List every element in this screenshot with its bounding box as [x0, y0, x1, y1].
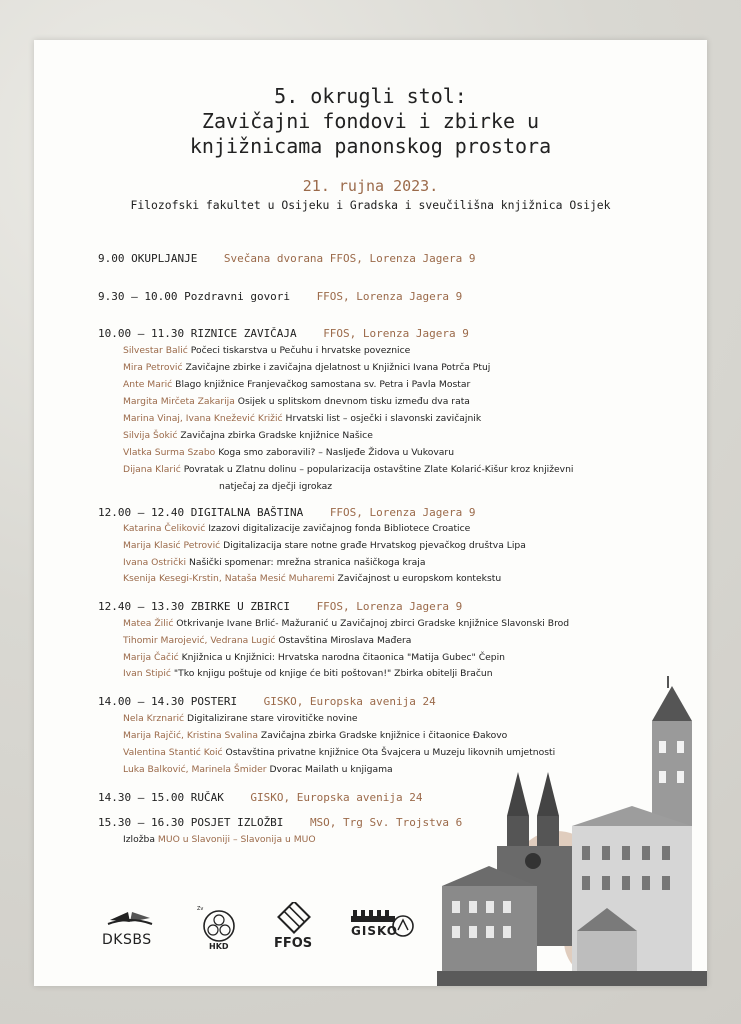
session-time: 14.30 – 15.00 RUČAK — [98, 791, 224, 804]
gisko-logo — [349, 908, 415, 952]
talk-item — [123, 573, 501, 584]
session-header — [98, 506, 476, 519]
speaker-name: Ivana Ostrički — [123, 557, 187, 568]
speaker-name: Marija Klasić Petrović — [123, 540, 221, 551]
session-header — [98, 791, 423, 804]
speaker-name: Valentina Stantić Koić — [123, 747, 223, 758]
session-place: GISKO, Europska avenija 24 — [250, 791, 423, 804]
session-header — [98, 695, 436, 708]
speaker-name: Silvija Šokić — [123, 430, 178, 441]
session-place: Svečana dvorana FFOS, Lorenza Jagera 9 — [223, 252, 476, 265]
talk-title: Zavičajna zbirka Gradske knjižnice i čitaonice Đakovo — [260, 730, 508, 741]
talk-title: Knjižnica u Knjižnici: Hrvatska narodna čitaonica "Matija Gubec" Čepin — [181, 652, 505, 663]
talk-title: Ostavština Miroslava Mađera — [278, 635, 412, 646]
talk-item — [123, 652, 505, 663]
speaker-name: Silvestar Balić — [123, 345, 188, 356]
talk-title: Zavičajna zbirka Gradske knjižnice Našice — [180, 430, 373, 441]
speaker-name: Matea Žilić — [123, 618, 174, 629]
dksbs-label: DKSBS — [102, 932, 152, 948]
talk-title: Našički spomenar: mrežna stranica našičkoga kraja — [188, 557, 426, 568]
hkd-badge: Zv — [197, 906, 204, 912]
talk-item — [123, 540, 526, 551]
poster — [34, 40, 707, 986]
event-venue: Filozofski fakultet u Osijeku i Gradska i sveučilišna knjižnica Osijek — [130, 198, 611, 212]
speaker-name: Ante Marić — [123, 379, 173, 390]
exhibit-item — [123, 834, 316, 845]
talk-title: Digitalizirane stare virovitičke novine — [187, 713, 358, 724]
talk-item — [123, 430, 373, 441]
session-place: FFOS, Lorenza Jagera 9 — [323, 327, 469, 340]
gisko-label: GISKO — [351, 924, 398, 938]
talk-item — [123, 557, 425, 568]
talk-title: Digitalizacija stare notne građe Hrvatskog pjevačkog društva Lipa — [223, 540, 526, 551]
event-date: 21. rujna 2023. — [302, 177, 439, 195]
ffos-emblem-icon — [272, 902, 316, 936]
session-header — [98, 816, 462, 829]
session-place: GISKO, Europska avenija 24 — [263, 695, 436, 708]
talk-title: Koga smo zaboravili? – Nasljeđe Židova u Vukovaru — [218, 447, 455, 458]
talk-title: Hrvatski list – osječki i slavonski zavičajnik — [285, 413, 482, 424]
talk-item — [123, 764, 393, 775]
talk-item — [123, 379, 470, 390]
speaker-name: Ivan Stipić — [123, 668, 171, 679]
talk-item — [123, 396, 470, 407]
talk-title: Zavičajne zbirke i zavičajna djelatnost u Knjižnici Ivana Potrča Ptuj — [185, 362, 491, 373]
speaker-name: Katarina Čeliković — [123, 523, 206, 534]
speaker-name: Margita Mirčeta Zakarija — [123, 396, 235, 407]
session-time: 9.30 – 10.00 Pozdravni govori — [98, 290, 291, 303]
hkd-label: HKD — [209, 942, 229, 951]
talk-title: Zavičajnost u europskom kontekstu — [337, 573, 502, 584]
session-place: FFOS, Lorenza Jagera 9 — [316, 600, 463, 613]
speaker-name: Ksenija Kesegi-Krstin, Nataša Mesić Muharemi — [123, 573, 335, 584]
dksbs-logo — [100, 902, 160, 958]
ffos-logo — [272, 902, 316, 951]
title-line-2: Zavičajni fondovi i zbirke u — [201, 109, 540, 133]
title-line-3: knjižnicama panonskog prostora — [189, 134, 552, 158]
talk-title: Povratak u Zlatnu dolinu – popularizacija ostavštine Zlate Kolarić-Kišur kroz književni — [183, 464, 574, 475]
talk-item — [123, 523, 470, 534]
session-place: MSO, Trg Sv. Trojstva 6 — [309, 816, 463, 829]
talk-title: Blago knjižnice Franjevačkog samostana sv. Petra i Pavla Mostar — [175, 379, 471, 390]
session-time: 10.00 – 11.30 RIZNICE ZAVIČAJA — [98, 327, 297, 340]
exhibit-name: MUO u Slavoniji – Slavonija u MUO — [157, 834, 316, 845]
session-time: 15.30 – 16.30 POSJET IZLOŽBI — [98, 816, 284, 829]
session-time: 14.00 – 14.30 POSTERI — [98, 695, 238, 708]
talk-item — [123, 362, 490, 373]
title-line-1: 5. okrugli stol: — [274, 84, 467, 108]
speaker-name: Luka Balković, Marinela Šmider — [123, 764, 267, 775]
session-header — [98, 600, 462, 613]
speaker-name: Vlatka Surma Szabo — [123, 447, 216, 458]
talk-item — [123, 345, 410, 356]
talk-title: Ostavština privatne knjižnice Ota Švajcera u Muzeju likovnih umjetnosti — [225, 747, 556, 758]
speaker-name: Dijana Klarić — [123, 464, 181, 475]
ffos-label: FFOS — [274, 936, 313, 951]
session-place: FFOS, Lorenza Jagera 9 — [329, 506, 476, 519]
talk-title: Dvorac Mailath u knjigama — [269, 764, 393, 775]
talk-title: Izazovi digitalizacije zavičajnog fonda Bibliotece Croatice — [208, 523, 471, 534]
speaker-name: Marija Rajčić, Kristina Svalina — [123, 730, 258, 741]
speaker-name: Nela Krznarić — [123, 713, 185, 724]
session-time: 9.00 OKUPLJANJE — [98, 252, 198, 265]
talk-item — [123, 635, 411, 646]
talk-item — [123, 713, 358, 724]
talk-item — [123, 618, 569, 629]
talk-item — [123, 464, 573, 475]
session-time: 12.40 – 13.30 ZBIRKE U ZBIRCI — [98, 600, 291, 613]
talk-item — [123, 447, 454, 458]
exhibit-prefix: Izložba — [123, 834, 155, 845]
talk-item-continuation: natječaj za dječji igrokaz — [219, 481, 333, 492]
hkd-logo — [197, 906, 241, 954]
session-place: FFOS, Lorenza Jagera 9 — [316, 290, 463, 303]
city-buildings-illustration — [437, 676, 707, 986]
session-header — [98, 290, 462, 303]
session-header — [98, 252, 476, 265]
event-title — [34, 84, 707, 159]
talk-item — [123, 413, 481, 424]
talk-title: Otkrivanje Ivane Brlić- Mažuranić u Zavičajnoj zbirci Gradske knjižnice Slavonski Brod — [176, 618, 570, 629]
speaker-name: Marija Čačić — [123, 652, 179, 663]
speaker-name: Tihomir Marojević, Vedrana Lugić — [123, 635, 276, 646]
speaker-name: Marina Vinaj, Ivana Knežević Križić — [123, 413, 283, 424]
session-header — [98, 327, 469, 340]
speaker-name: Mira Petrović — [123, 362, 183, 373]
talk-title: "Tko knjigu poštuje od knjige će biti poštovan!" Zbirka obitelji Bračun — [173, 668, 493, 679]
session-time: 12.00 – 12.40 DIGITALNA BAŠTINA — [98, 506, 304, 519]
talk-title: Osijek u splitskom dnevnom tisku između dva rata — [237, 396, 470, 407]
talk-title: Počeci tiskarstva u Pečuhu i hrvatske poveznice — [190, 345, 411, 356]
